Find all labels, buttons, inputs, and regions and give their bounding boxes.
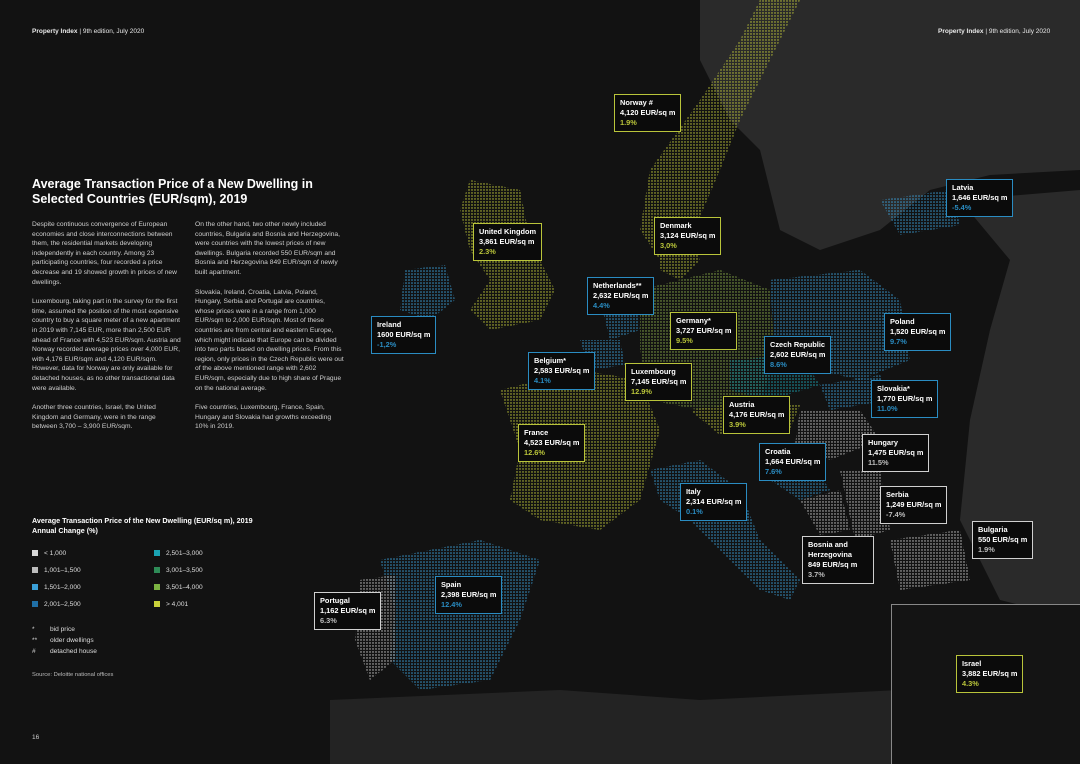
country-name: Norway # xyxy=(620,98,653,107)
body-paragraph: On the other hand, two other newly included countries, Bulgaria and Bosnia and Herzegovina, were countries with the lowest prices of new dwellings. Bulgaria recorded 550 EUR/sqm and Bosnia and Herzegovina 849 EUR/sqm of newly built apartment. xyxy=(195,221,340,276)
country-price: 7,145 EUR/sq m xyxy=(631,377,687,386)
country-name: Latvia xyxy=(952,183,974,192)
legend-item xyxy=(154,567,203,574)
country-price: 1,664 EUR/sq m xyxy=(765,457,821,466)
header-left-brand: Property Index xyxy=(32,28,78,35)
label-netherlands xyxy=(587,277,654,315)
label-croatia xyxy=(759,443,826,481)
country-name: Denmark xyxy=(660,221,692,230)
legend-label: 3,501–4,000 xyxy=(166,584,203,591)
body-paragraph: Luxembourg, taking part in the survey for the first time, assumed the position of the most expensive country to buy a square meter of a new apartment in 2019 with 7,145 EUR, more than 2,500 EUR ahead of France with 4,523 EUR/sqm. Austria and Norway recorded average prices over 4,000 EUR, with 4,176 EUR/sqm and 4,120 EUR/sqm. However, data for Norway are only available for detached houses, as no other transactional data were available. xyxy=(32,298,181,392)
legend-swatch xyxy=(154,550,160,556)
country-change: 11.5% xyxy=(868,458,889,467)
body-paragraph: Despite continuous convergence of European economies and close interconnections between them, the residential markets developing independently in each country. Among 23 participating countries, four recorded a price decrease and 19 showed growth in prices of new dwellings. xyxy=(32,221,177,286)
country-price: 3,124 EUR/sq m xyxy=(660,231,716,240)
country-change: 3.9% xyxy=(729,420,746,429)
country-name: Israel xyxy=(962,659,982,668)
header-right xyxy=(938,28,1050,35)
country-name: Spain xyxy=(441,580,462,589)
country-change: 12.6% xyxy=(524,448,545,457)
country-name: Austria xyxy=(729,400,755,409)
legend-swatch xyxy=(32,567,38,573)
country-change: 11.0% xyxy=(877,404,898,413)
country-name: Netherlands** xyxy=(593,281,642,290)
footnote xyxy=(32,624,97,635)
label-uk xyxy=(473,223,542,261)
footnotes xyxy=(32,624,97,657)
country-name: Slovakia* xyxy=(877,384,910,393)
label-norway xyxy=(614,94,681,132)
label-germany xyxy=(670,312,737,350)
country-change: 6.3% xyxy=(320,616,337,625)
country-price: 1,475 EUR/sq m xyxy=(868,448,924,457)
label-belgium xyxy=(528,352,595,390)
body-column-1 xyxy=(32,220,182,442)
country-name: United Kingdom xyxy=(479,227,537,236)
legend-label: 3,001–3,500 xyxy=(166,567,203,574)
footnote-symbol: ** xyxy=(32,637,38,644)
country-change: 1.9% xyxy=(620,118,637,127)
label-hungary xyxy=(862,434,929,472)
land-africa-grey xyxy=(330,690,900,764)
legend-label: > 4,001 xyxy=(166,601,189,608)
country-price: 1,646 EUR/sq m xyxy=(952,193,1008,202)
country-price: 4,176 EUR/sq m xyxy=(729,410,785,419)
country-name: Croatia xyxy=(765,447,791,456)
legend-label: 1,501–2,000 xyxy=(44,584,81,591)
legend-swatch xyxy=(32,601,38,607)
footnote-symbol: # xyxy=(32,648,36,655)
legend-label: < 1,000 xyxy=(44,550,67,557)
label-luxembourg xyxy=(625,363,692,401)
country-name: Serbia xyxy=(886,490,909,499)
country-change: 0.1% xyxy=(686,507,703,516)
country-price: 3,882 EUR/sq m xyxy=(962,669,1018,678)
legend-subheading: Annual Change (%) xyxy=(32,526,98,535)
body-column-2 xyxy=(195,220,345,442)
country-name: Hungary xyxy=(868,438,898,447)
label-italy xyxy=(680,483,747,521)
country-name: Portugal xyxy=(320,596,350,605)
footnote xyxy=(32,635,97,646)
label-israel xyxy=(956,655,1023,693)
country-name: Germany* xyxy=(676,316,711,325)
country-change: 4.4% xyxy=(593,301,610,310)
country-name: Bosnia and Herzegovina xyxy=(808,540,852,559)
country-price: 4,120 EUR/sq m xyxy=(620,108,676,117)
header-right-brand: Property Index xyxy=(938,28,984,35)
label-serbia xyxy=(880,486,947,524)
label-austria xyxy=(723,396,790,434)
label-spain xyxy=(435,576,502,614)
country-change: 9.7% xyxy=(890,337,907,346)
country-price: 1,520 EUR/sq m xyxy=(890,327,946,336)
label-bosnia xyxy=(802,536,874,584)
country-price: 3,861 EUR/sq m xyxy=(479,237,535,246)
country-change: -7.4% xyxy=(886,510,906,519)
country-change: 12.9% xyxy=(631,387,652,396)
legend-swatch xyxy=(154,567,160,573)
source-note: Source: Deloitte national offices xyxy=(32,672,114,678)
country-change: 7.6% xyxy=(765,467,782,476)
country-price: 2,602 EUR/sq m xyxy=(770,350,826,359)
header-left xyxy=(32,28,144,35)
country-price: 2,632 EUR/sq m xyxy=(593,291,649,300)
legend-item xyxy=(32,584,81,591)
footnote-text: detached house xyxy=(50,648,97,655)
country-price: 4,523 EUR/sq m xyxy=(524,438,580,447)
legend-swatch xyxy=(154,584,160,590)
country-change: -5.4% xyxy=(952,203,972,212)
country-name: Italy xyxy=(686,487,701,496)
page-title: Average Transaction Price of a New Dwelling in Selected Countries (EUR/sqm), 2019 xyxy=(32,177,313,206)
label-slovakia xyxy=(871,380,938,418)
body-paragraph: Five countries, Luxembourg, France, Spain, Hungary and Slovakia had growths exceeding 10% in 2019. xyxy=(195,404,332,431)
country-change: 12.4% xyxy=(441,600,462,609)
country-price: 849 EUR/sq m xyxy=(808,560,858,569)
legend-item xyxy=(32,601,81,608)
country-name: Luxembourg xyxy=(631,367,676,376)
country-spain xyxy=(380,540,540,690)
legend-label: 1,001–1,500 xyxy=(44,567,81,574)
legend-swatch xyxy=(154,601,160,607)
country-name: Czech Republic xyxy=(770,340,826,349)
country-change: 3,0% xyxy=(660,241,677,250)
country-price: 550 EUR/sq m xyxy=(978,535,1028,544)
country-ireland xyxy=(400,265,455,320)
country-price: 3,727 EUR/sq m xyxy=(676,326,732,335)
legend-item xyxy=(32,550,66,557)
footnote-text: bid price xyxy=(50,626,75,633)
country-change: 3.7% xyxy=(808,570,825,579)
country-change: 1.9% xyxy=(978,545,995,554)
country-price: 2,314 EUR/sq m xyxy=(686,497,742,506)
legend-label: 2,001–2,500 xyxy=(44,601,81,608)
country-change: 8.6% xyxy=(770,360,787,369)
country-name: Poland xyxy=(890,317,915,326)
label-portugal xyxy=(314,592,381,630)
label-denmark xyxy=(654,217,721,255)
country-price: 1,162 EUR/sq m xyxy=(320,606,376,615)
label-france xyxy=(518,424,585,462)
label-poland xyxy=(884,313,951,351)
legend-item xyxy=(154,601,188,608)
country-price: 2,583 EUR/sq m xyxy=(534,366,590,375)
legend-label: 2,501–3,000 xyxy=(166,550,203,557)
country-name: Bulgaria xyxy=(978,525,1008,534)
label-bulgaria xyxy=(972,521,1033,559)
footnote-text: older dwellings xyxy=(50,637,94,644)
label-czech-republic xyxy=(764,336,831,374)
legend-item xyxy=(154,550,203,557)
country-name: Belgium* xyxy=(534,356,567,365)
country-price: 1600 EUR/sq m xyxy=(377,330,431,339)
country-change: 9.5% xyxy=(676,336,693,345)
country-change: 2.3% xyxy=(479,247,496,256)
label-ireland xyxy=(371,316,436,354)
country-bulgaria xyxy=(890,530,970,590)
legend-item xyxy=(32,567,81,574)
country-name: France xyxy=(524,428,549,437)
header-right-edition: | 9th edition, July 2020 xyxy=(985,28,1051,35)
legend-swatch xyxy=(32,584,38,590)
country-price: 1,249 EUR/sq m xyxy=(886,500,942,509)
body-paragraph: Slovakia, Ireland, Croatia, Latvia, Poland, Hungary, Serbia and Portugal are countries, whose prices were in a range from 1,000 EUR/sqm to 2,000 EUR/sqm. Most of these countries are from central and eastern Europe, which might indicate that Europe can be divided into two parts based on dwelling prices. From this region, only prices in the Czech Republic were out of the above mentioned range with 2,602 EUR/sqm, especially due to high share of Prague on the national average. xyxy=(195,288,344,392)
legend-item xyxy=(154,584,203,591)
legend-swatch xyxy=(32,550,38,556)
body-paragraph: Another three countries, Israel, the United Kingdom and Germany, were in the range between 3,700 – 3,900 EUR/sqm. xyxy=(32,404,156,431)
country-change: -1,2% xyxy=(377,340,397,349)
footnote xyxy=(32,646,97,657)
label-latvia xyxy=(946,179,1013,217)
header-left-edition: | 9th edition, July 2020 xyxy=(79,28,145,35)
country-price: 2,398 EUR/sq m xyxy=(441,590,497,599)
country-name: Ireland xyxy=(377,320,402,329)
legend-title xyxy=(32,516,253,536)
country-change: 4.1% xyxy=(534,376,551,385)
page-number: 16 xyxy=(32,734,40,741)
country-price: 1,770 EUR/sq m xyxy=(877,394,933,403)
legend-heading: Average Transaction Price of the New Dwelling (EUR/sq m), 2019 xyxy=(32,516,253,525)
country-change: 4.3% xyxy=(962,679,979,688)
footnote-symbol: * xyxy=(32,626,35,633)
